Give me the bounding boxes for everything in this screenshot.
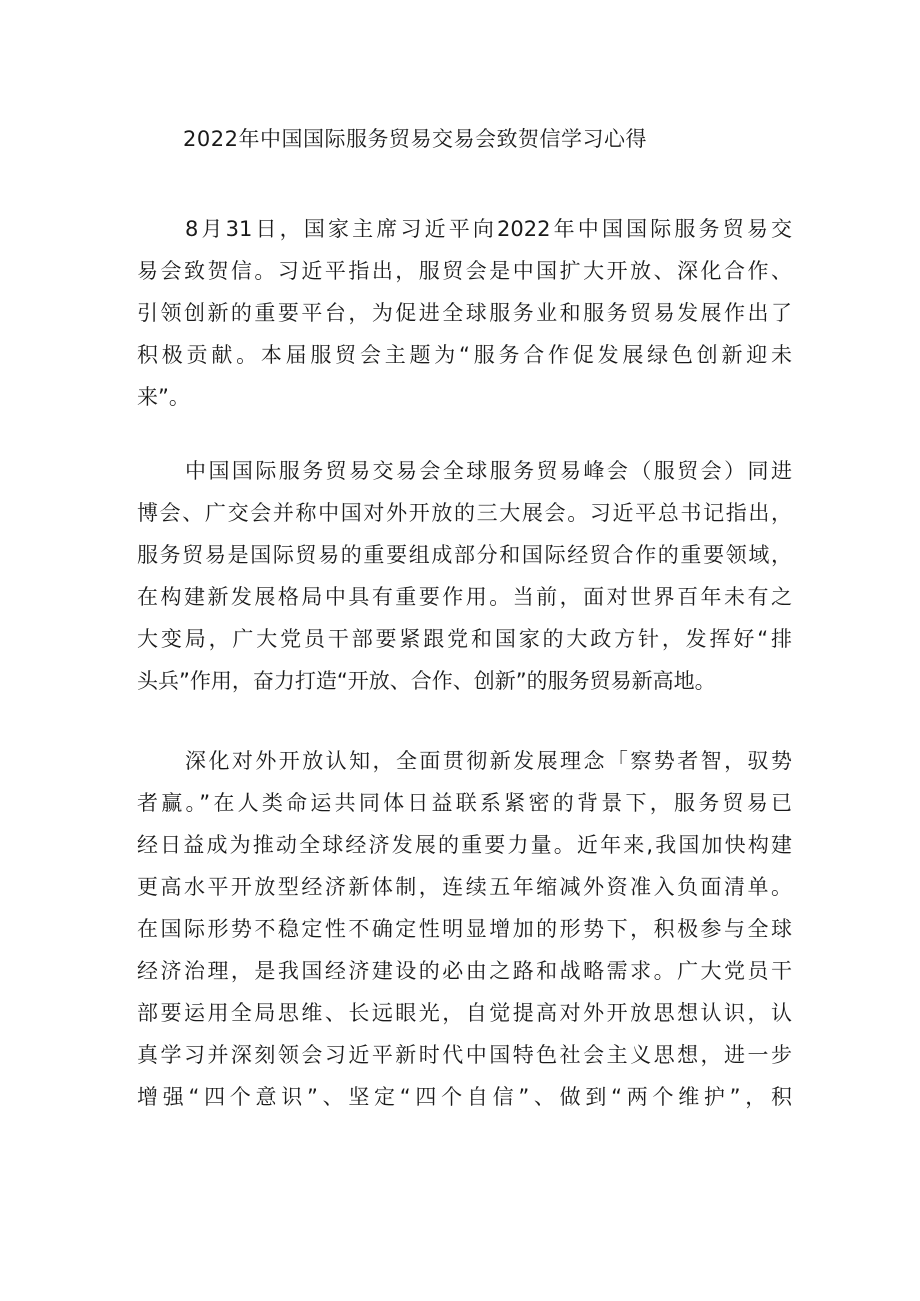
paragraph-line: 增强“四个意识”、坚定“四个自信”、做到“两个维护”，积	[137, 1085, 792, 1109]
paragraph-line: 在构建新发展格局中具有重要作用。当前，面对世界百年未有之	[137, 585, 792, 609]
paragraph-line: 大变局，广大党员干部要紧跟党和国家的大政方针，发挥好“排	[137, 627, 792, 651]
paragraph-line: 积极贡献。本届服贸会主题为“服务合作促发展绿色创新迎未	[137, 343, 792, 367]
paragraph-line: 博会、广交会并称中国对外开放的三大展会。习近平总书记指出，	[137, 501, 792, 525]
paragraph-2	[137, 450, 792, 702]
paragraph-line: 头兵”作用，奋力打造“开放、合作、创新”的服务贸易新高地。	[137, 669, 716, 693]
paragraph-line: 者赢。”在人类命运共同体日益联系紧密的背景下，服务贸易已	[137, 791, 792, 815]
paragraph-line: 服务贸易是国际贸易的重要组成部分和国际经贸合作的重要领域，	[137, 543, 792, 567]
paragraph-line: 来”。	[137, 385, 190, 409]
paragraph-line: 部要运用全局思维、长远眼光，自觉提高对外开放思想认识，认	[137, 1001, 792, 1025]
paragraph-line: 更高水平开放型经济新体制，连续五年缩减外资准入负面清单。	[137, 875, 792, 899]
paragraph-line: 真学习并深刻领会习近平新时代中国特色社会主义思想，进一步	[137, 1043, 792, 1067]
paragraph-line: 易会致贺信。习近平指出，服贸会是中国扩大开放、深化合作、	[137, 259, 792, 283]
paragraph-3	[137, 740, 792, 1118]
paragraph-line: 在国际形势不稳定性不确定性明显增加的形势下，积极参与全球	[137, 917, 792, 941]
document-title: 2022年中国国际服务贸易交易会致贺信学习心得	[183, 127, 647, 151]
paragraph-1	[137, 208, 792, 418]
paragraph-line: 8月31日，国家主席习近平向2022年中国国际服务贸易交	[185, 217, 792, 241]
paragraph-line: 中国国际服务贸易交易会全球服务贸易峰会（服贸会）同进	[185, 459, 792, 483]
paragraph-line: 经日益成为推动全球经济发展的重要力量。近年来,我国加快构建	[137, 833, 792, 857]
paragraph-line: 深化对外开放认知，全面贯彻新发展理念「察势者智，驭势	[185, 749, 792, 773]
paragraph-line: 经济治理，是我国经济建设的必由之路和战略需求。广大党员干	[137, 959, 792, 983]
paragraph-line: 引领创新的重要平台，为促进全球服务业和服务贸易发展作出了	[137, 301, 792, 325]
